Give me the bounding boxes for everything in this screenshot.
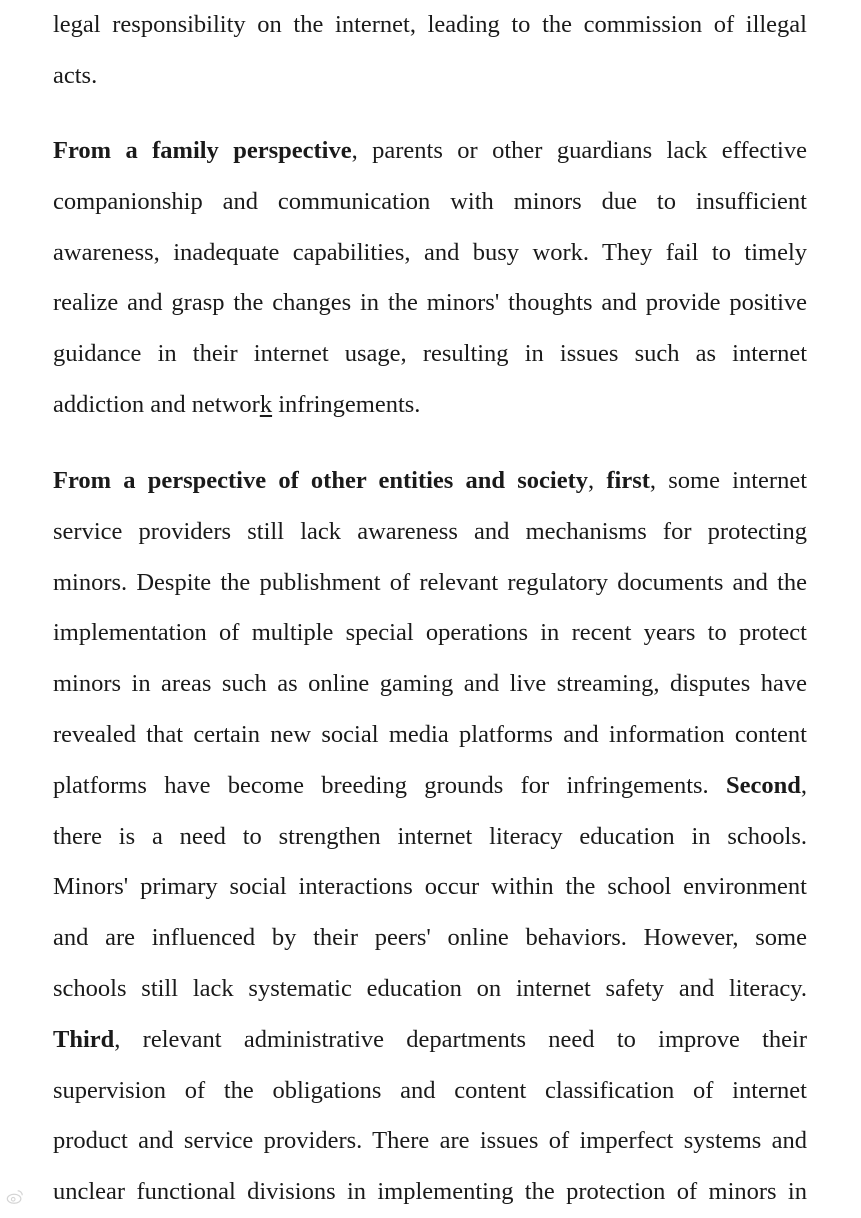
text-line: revealed that certain new social media platforms and information content — [53, 720, 807, 748]
text-line: supervision of the obligations and content classification of internet — [53, 1076, 807, 1104]
text-line: minors in areas such as online gaming and live streaming, disputes have — [53, 670, 807, 698]
bold-label-third: Third — [53, 1025, 115, 1053]
text-line: implementation of multiple special operations in recent years to protect — [53, 619, 807, 647]
text-run: , parents or other guardians lack effective — [351, 137, 807, 164]
text-line: product and service providers. There are issues of imperfect systems and — [53, 1127, 807, 1155]
text-line — [53, 1015, 807, 1066]
text-line — [53, 761, 807, 812]
text-run: infringements. — [272, 390, 421, 418]
text-line: unclear functional divisions in implementing the protection of minors in — [53, 1178, 807, 1206]
text-run: , relevant administrative departments need to improve their — [114, 1025, 807, 1053]
watermark — [6, 1186, 24, 1208]
text-line: awareness, inadequate capabilities, and busy work. They fail to timely — [53, 238, 807, 266]
text-line — [53, 380, 807, 431]
text-run: , some internet — [649, 467, 807, 494]
text-run: platforms have become breeding grounds for infringements. — [53, 771, 726, 799]
text-line: minors. Despite the publishment of relevant regulatory documents and the — [53, 568, 807, 596]
text-line: there is a need to strengthen internet literacy education in schools. — [53, 822, 807, 850]
text-line: acts. — [53, 61, 98, 89]
text-line: legal responsibility on the internet, leading to the commission of illegal — [53, 11, 807, 38]
text-line: service providers still lack awareness and mechanisms for protecting — [53, 517, 807, 545]
text-line: guidance in their internet usage, resulting in issues such as internet — [53, 340, 807, 368]
text-line: schools still lack systematic education on internet safety and literacy. — [53, 974, 807, 1002]
weibo-logo-icon — [6, 1188, 24, 1206]
bold-heading: From a family perspective — [53, 137, 352, 164]
paragraph-family-perspective — [53, 126, 807, 431]
text-run: addiction and networ — [53, 390, 260, 418]
text-line — [53, 126, 807, 177]
paragraph-society-perspective — [53, 456, 807, 1218]
text-line: Minors' primary social interactions occur within the school environment — [53, 873, 807, 901]
text-line: From a perspective of other entities and society, first, some internet — [53, 467, 807, 494]
bold-heading: From a perspective of other entities and society — [53, 467, 589, 494]
paragraph-continuation — [53, 0, 807, 102]
text-run: , — [800, 771, 807, 799]
text-line: companionship and communication with minors due to insufficient — [53, 187, 807, 215]
bold-label-first: first — [606, 467, 650, 494]
text-line: and are influenced by their peers' online behaviors. However, some — [53, 924, 807, 952]
text-line: realize and grasp the changes in the minors' thoughts and provide positive — [53, 289, 807, 317]
bold-label-second: Second — [725, 771, 801, 799]
underlined-text: k — [259, 390, 273, 418]
